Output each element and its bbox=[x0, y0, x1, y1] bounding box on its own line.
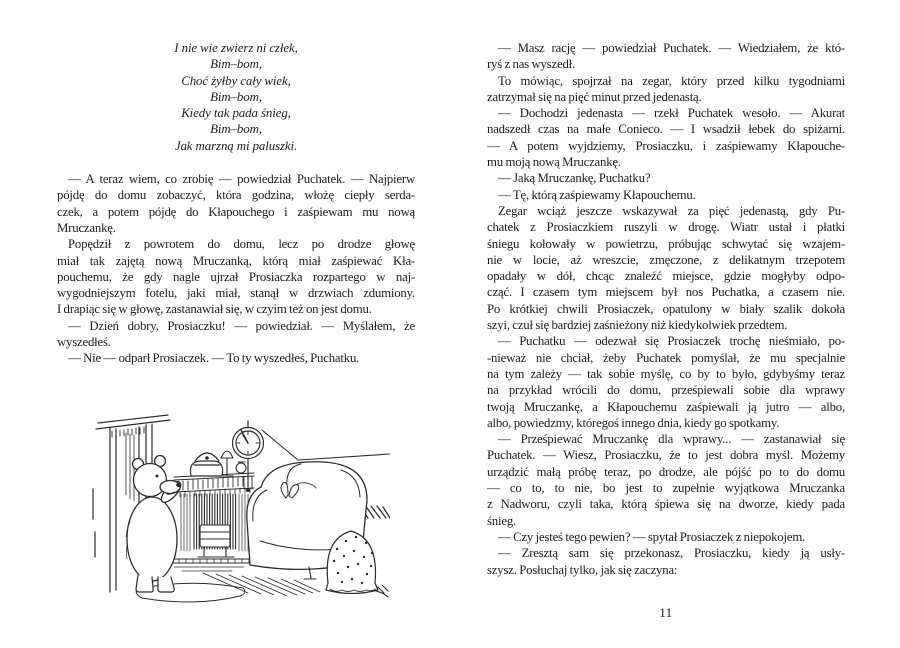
text-line: — Nie — odparł Prosiaczek. — To ty wyszedłeś, Puchatku. bbox=[68, 351, 360, 366]
text-line: pouchemu, że gdy nagle ujrzał Prosiaczka rozpartego w naj- bbox=[57, 269, 415, 284]
poem-line: Bim–bom, bbox=[210, 57, 262, 72]
text-line: — Masz rację — powiedział Puchatek. — Wiedziałem, że któ- bbox=[498, 41, 845, 55]
paragraph bbox=[487, 170, 845, 186]
text-line: urządzić małą próbę teraz, po drodze, ale pójść po to do domu bbox=[487, 464, 845, 479]
text-line: ryś z nas wyszedł. bbox=[487, 57, 576, 72]
text-line: albo, powiedzmy, któregoś innego dnia, kiedy go spotkamy. bbox=[487, 415, 780, 430]
text-line: szyi, czuł się bardziej zaśnieżony niż kiedykolwiek przedtem. bbox=[487, 318, 788, 333]
text-line: — Zresztą sam się przekonasz, Prosiaczku, kiedy ją usły- bbox=[498, 546, 845, 561]
pooh-nose bbox=[176, 483, 181, 487]
poem-line: Bim–bom, bbox=[210, 89, 262, 104]
text-line: na tym zależy — tak sobie myślę, co by to było, gdybyśmy teraz bbox=[487, 366, 845, 381]
paragraph bbox=[57, 236, 415, 317]
text-line: mu moją nową Mruczankę. bbox=[487, 155, 621, 170]
text-line: twoją Mruczankę, a Kłapouchemu zaśpiewali ją jutro — albo, bbox=[487, 399, 845, 414]
text-line: — Dzień dobry, Prosiaczku! — powiedział. — Myślałem, że bbox=[68, 318, 415, 333]
illustration-svg bbox=[90, 397, 390, 623]
text-line: Puchatek. — Wiesz, Prosiaczku, że to jest dobra myśl. Możemy bbox=[487, 448, 845, 463]
kettle-drawing bbox=[190, 453, 222, 476]
text-line: — A potem wyjdziemy, Prosiaczku, i zaśpiewamy Kłapouche- bbox=[487, 138, 845, 153]
text-line: szysz. Posłuchaj tylko, jak się zaczyna: bbox=[487, 562, 678, 577]
poem-line: Choć żyłby cały wiek, bbox=[181, 73, 291, 88]
paragraph bbox=[487, 187, 845, 203]
poem-line: I nie wie zwierz ni człek, bbox=[174, 41, 298, 55]
text-line: To mówiąc, spojrzał na zegar, który przed kilku tygodniami bbox=[498, 73, 845, 88]
text-line: — Dochodzi jedenasta — rzekł Puchatek wesoło. — Akurat bbox=[498, 106, 845, 121]
text-line: -nieważ nie chciał, żeby Puchatek pomyślał, że mu specjalnie bbox=[487, 350, 845, 365]
text-line: zatrzymał się na pięć minut przed jedenastą. bbox=[487, 89, 702, 104]
text-line: Zegar wciąż jeszcze wskazywał za pięć jedenastą, gdy Pu- bbox=[498, 203, 845, 218]
page-number: 11 bbox=[659, 606, 673, 620]
text-line: Popędził z powrotem do domu, lecz po drodze głowę bbox=[68, 237, 415, 252]
text-line: pójdę do domu zobaczyć, która godzina, włożę ciepły serda- bbox=[57, 188, 415, 203]
right-body bbox=[487, 40, 845, 578]
side-table-drawing bbox=[326, 531, 388, 597]
text-line: Mruczankę. bbox=[57, 220, 116, 235]
text-line: Po krótkiej chwili Prosiaczek, opatulony w biały szalik dokoła bbox=[487, 301, 845, 316]
text-line: śnieg. bbox=[487, 513, 517, 528]
text-line: — Jaką Mruczankę, Puchatku? bbox=[498, 171, 651, 186]
text-line: opadały w dół, chcąc znaleźć miejsce, gdzie mogłyby odpo- bbox=[487, 269, 845, 284]
paragraph bbox=[487, 333, 845, 431]
poem bbox=[57, 40, 415, 154]
text-line: na przykład wrócili do domu, prześpiewali sobie dla wprawy bbox=[487, 383, 845, 398]
text-line: — Puchatku — odezwał się Prosiaczek trochę nieśmiało, po- bbox=[498, 334, 845, 349]
paragraph bbox=[487, 40, 845, 73]
page-right bbox=[450, 0, 900, 648]
poem-line: Bim–bom, bbox=[210, 122, 262, 137]
text-line: miał tak zajętą nową Mruczanką, którą miał zaśpiewać Kła- bbox=[57, 253, 415, 268]
text-line: — A teraz wiem, co zrobię — powiedział Puchatek. — Najpierw bbox=[68, 172, 415, 187]
text-line: nie w locie, aż wreszcie, zmęczone, z delikatnym trzepotem bbox=[487, 252, 845, 267]
text-line: z Nadworu, czyli taka, którą śpiewa się na dworze, kiedy pada bbox=[487, 497, 845, 512]
text-line: chatek z Prosiaczkiem ruszyli w drogę. Wiatr ustał i płatki bbox=[487, 220, 845, 235]
left-body bbox=[57, 171, 415, 367]
paragraph bbox=[487, 203, 845, 333]
text-line: — Czy jesteś tego pewien? — spytał Prosiaczek z niepokojem. bbox=[498, 529, 806, 544]
paragraph bbox=[487, 431, 845, 529]
text-line: I drapiąc się w głowę, zastanawiał się, w czyim też on jest domu. bbox=[57, 302, 372, 317]
poem-line: Jak marzną mi paluszki. bbox=[174, 138, 298, 153]
pooh-fireplace-illustration bbox=[90, 397, 390, 623]
paragraph bbox=[487, 105, 845, 170]
poem-line: Kiedy tak pada śnieg, bbox=[181, 106, 291, 121]
text-line: wyszedłeś. bbox=[57, 335, 111, 350]
paragraph bbox=[487, 529, 845, 545]
text-line: — Prześpiewać Mruczankę dla wprawy... — zastanawiał się bbox=[498, 432, 845, 447]
paragraph bbox=[57, 171, 415, 236]
paragraph bbox=[487, 73, 845, 106]
text-line: nadszedł czas na małe Conieco. — I wsadził łebek do spiżarni. bbox=[487, 122, 845, 137]
pooh-eye bbox=[156, 475, 159, 478]
paragraph bbox=[57, 350, 415, 366]
text-line: — co to, to nie, bo jest to zupełnie wyjątkowa Mruczanka bbox=[487, 481, 845, 496]
text-line: czek, a potem pójdę do Kłapouchego i zaśpiewam mu nową bbox=[57, 204, 415, 219]
text-line: śniegu kołowały w powietrzu, próbując schwytać się wzajem- bbox=[487, 236, 845, 251]
text-line: — Tę, którą zaśpiewamy Kłapouchemu. bbox=[498, 187, 696, 202]
pooh-bear-drawing bbox=[126, 456, 184, 593]
paragraph bbox=[57, 318, 415, 351]
text-line: cząć. I czasem tym miejscem był nos Puchatka, a czasem nie. bbox=[487, 285, 845, 300]
paragraph bbox=[487, 545, 845, 578]
text-line: wygodniejszym fotelu, jaki miał, stanął w drzwiach zdumiony. bbox=[57, 286, 415, 301]
